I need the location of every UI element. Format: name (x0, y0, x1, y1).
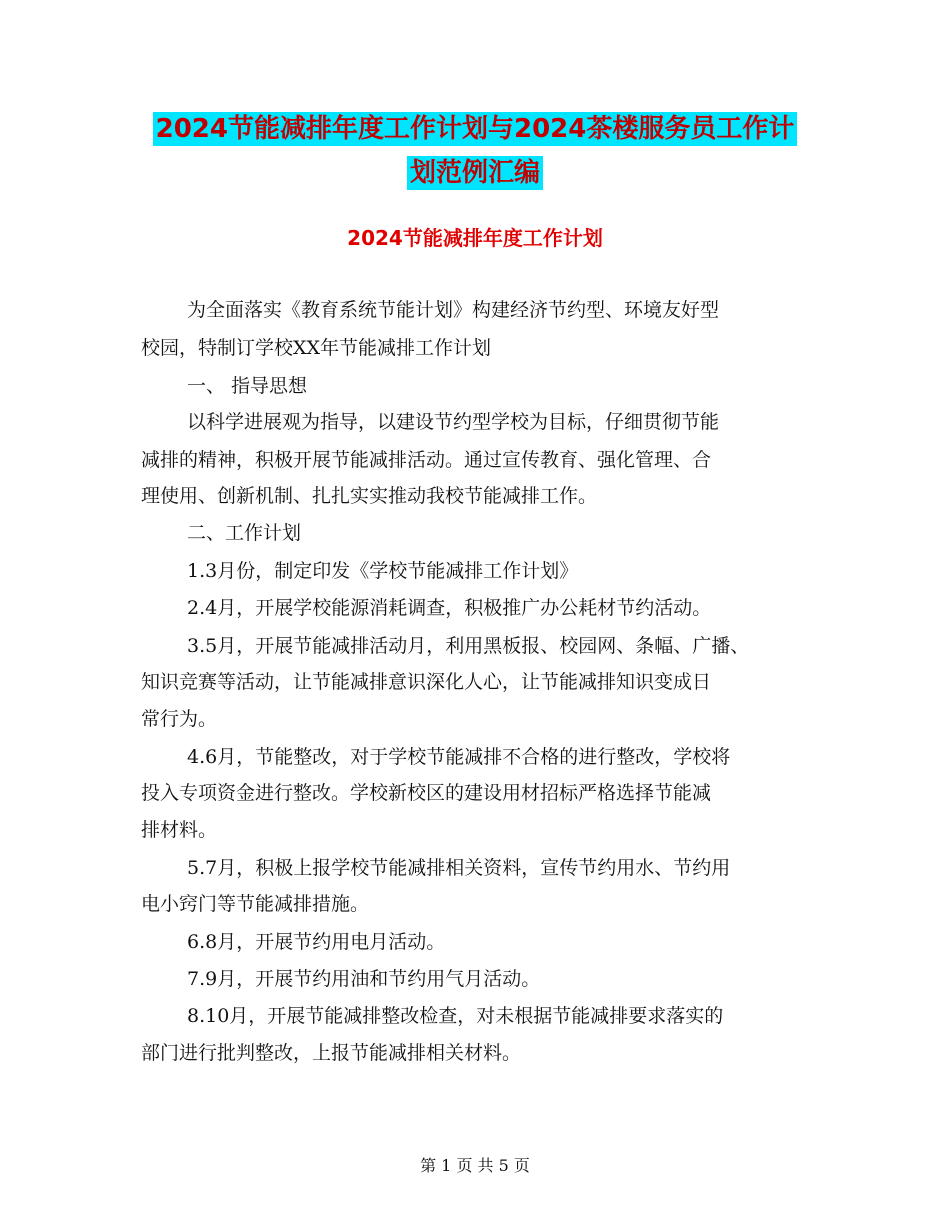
heading-guiding-thought: 一、 指导思想 (187, 375, 308, 397)
plan-item: 2.4月，开展学校能源消耗调查，积极推广办公耗材节约活动。 (187, 597, 712, 619)
title-highlight: 2024节能减排年度工作计划与2024茶楼服务员工作计 (153, 112, 798, 146)
page-footer: 第 1 页 共 5 页 (420, 1156, 530, 1175)
plan-item-cont: 部门进行批判整改，上报节能减排相关材料。 (141, 1042, 522, 1064)
plan-item: 8.10月，开展节能减排整改检查，对未根据节能减排要求落实的 (187, 1005, 724, 1027)
plan-item: 1.3月份，制定印发《学校节能减排工作计划》 (187, 560, 579, 582)
plan-item: 6.8月，开展节约用电月活动。 (187, 931, 446, 953)
plan-item-cont: 知识竞赛等活动，让节能减排意识深化人心，让节能减排知识变成日 (141, 671, 712, 693)
plan-item: 7.9月，开展节约用油和节约用气月活动。 (187, 968, 541, 990)
plan-item-cont: 投入专项资金进行整改。学校新校区的建设用材招标严格选择节能减 (141, 782, 712, 804)
section-title: 2024节能减排年度工作计划 (347, 226, 603, 250)
paragraph-line: 为全面落实《教育系统节能计划》构建经济节约型、环境友好型 (187, 299, 720, 321)
paragraph-line: 以科学进展观为指导，以建设节约型学校为目标，仔细贯彻节能 (187, 411, 720, 433)
document-title-line-1 (0, 112, 950, 146)
title-highlight: 划范例汇编 (407, 156, 543, 190)
plan-item: 3.5月，开展节能减排活动月，利用黑板报、校园网、条幅、广播、 (187, 635, 750, 657)
heading-work-plan: 二、工作计划 (187, 522, 302, 544)
plan-item-cont: 排材料。 (141, 819, 218, 841)
plan-item-cont: 常行为。 (141, 708, 218, 730)
document-title-line-2 (0, 156, 950, 190)
paragraph-line: 减排的精神，积极开展节能减排活动。通过宣传教育、强化管理、合 (141, 449, 712, 471)
plan-item: 4.6月，节能整改，对于学校节能减排不合格的进行整改，学校将 (187, 746, 731, 768)
plan-item-cont: 电小窍门等节能减排措施。 (141, 893, 370, 915)
paragraph-line: 理使用、创新机制、扎扎实实推动我校节能减排工作。 (141, 485, 598, 507)
paragraph-line: 校园，特制订学校XX年节能减排工作计划 (141, 337, 492, 359)
plan-item: 5.7月，积极上报学校节能减排相关资料，宣传节约用水、节约用 (187, 857, 731, 879)
